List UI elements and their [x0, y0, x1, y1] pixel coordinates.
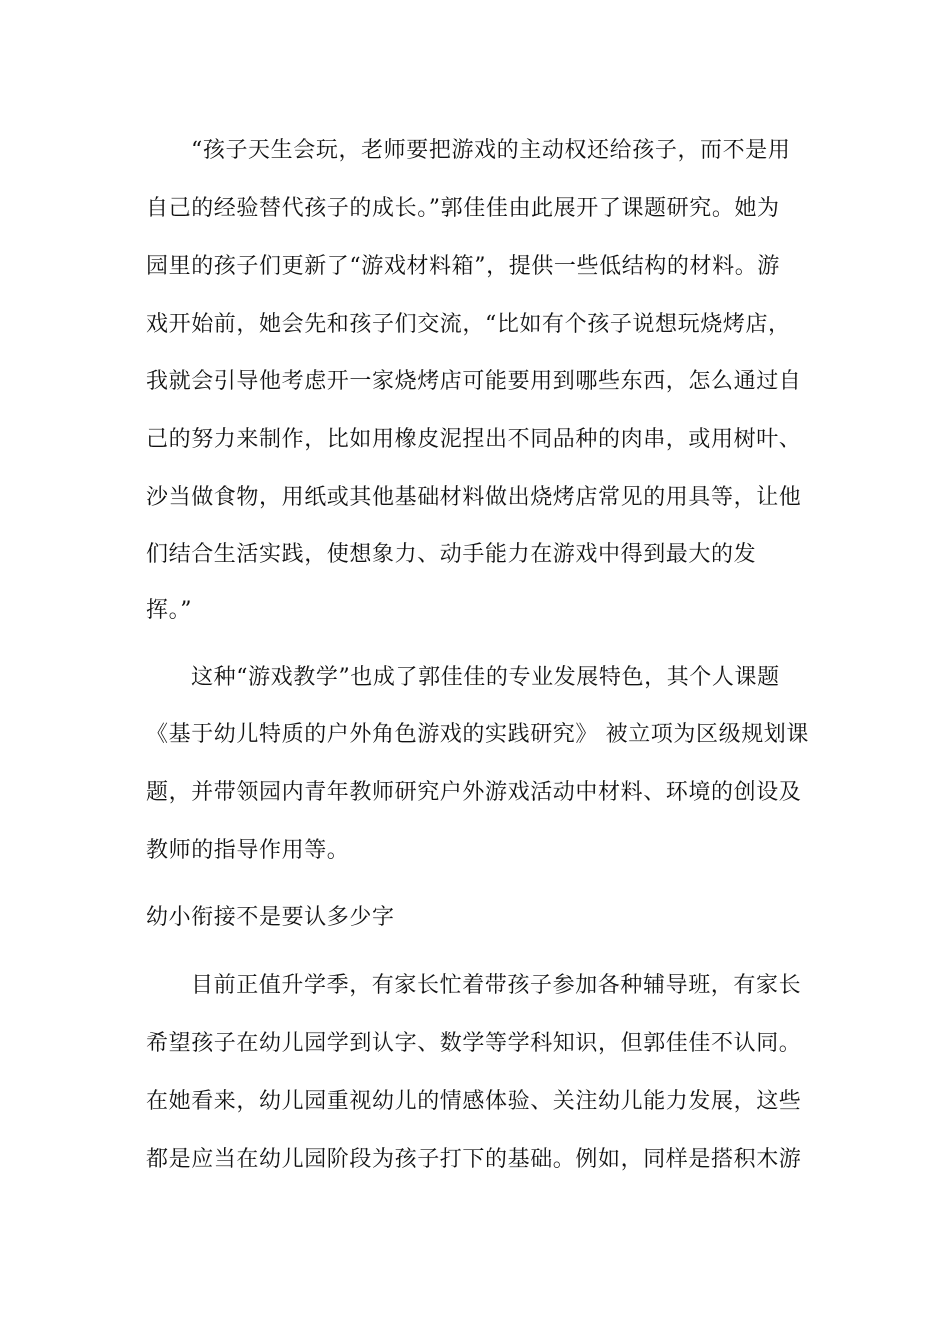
paragraph-1-line-7: 沙当做食物，用纸或其他基础材料做出烧烤店常见的用具等，让他 [146, 485, 802, 510]
section-heading: 幼小衔接不是要认多少字 [146, 905, 395, 930]
paragraph-1-line-9: 挥。” [146, 598, 193, 623]
paragraph-1-line-3: 园里的孩子们更新了“游戏材料箱”，提供一些低结构的材料。游 [146, 254, 780, 279]
paragraph-1-line-1: “孩子天生会玩，老师要把游戏的主动权还给孩子，而不是用 [191, 138, 791, 163]
paragraph-1-line-4: 戏开始前，她会先和孩子们交流，“比如有个孩子说想玩烧烤店， [146, 312, 791, 337]
paragraph-3-line-3: 在她看来，幼儿园重视幼儿的情感体验、关注幼儿能力发展，这些 [146, 1089, 802, 1114]
paragraph-3-line-4: 都是应当在幼儿园阶段为孩子打下的基础。例如，同样是搭积木游 [146, 1147, 802, 1172]
paragraph-2-line-2: 《基于幼儿特质的户外角色游戏的实践研究》 被立项为区级规划课 [146, 722, 809, 747]
paragraph-1-line-2: 自己的经验替代孩子的成长。”郭佳佳由此展开了课题研究。她为 [146, 196, 780, 221]
paragraph-2-line-3: 题，并带领园内青年教师研究户外游戏活动中材料、环境的创设及 [146, 780, 802, 805]
paragraph-1-line-8: 们结合生活实践，使想象力、动手能力在游戏中得到最大的发 [146, 542, 757, 567]
paragraph-2-line-4: 教师的指导作用等。 [146, 838, 350, 863]
paragraph-3-line-2: 希望孩子在幼儿园学到认字、数学等学科知识，但郭佳佳不认同。 [146, 1031, 802, 1056]
paragraph-1-line-6: 己的努力来制作，比如用橡皮泥捏出不同品种的肉串，或用树叶、 [146, 427, 802, 452]
paragraph-1-line-5: 我就会引导他考虑开一家烧烤店可能要用到哪些东西，怎么通过自 [146, 369, 802, 394]
paragraph-3-line-1: 目前正值升学季，有家长忙着带孩子参加各种辅导班，有家长 [191, 973, 802, 998]
paragraph-2-line-1: 这种“游戏教学”也成了郭佳佳的专业发展特色，其个人课题 [191, 665, 780, 690]
